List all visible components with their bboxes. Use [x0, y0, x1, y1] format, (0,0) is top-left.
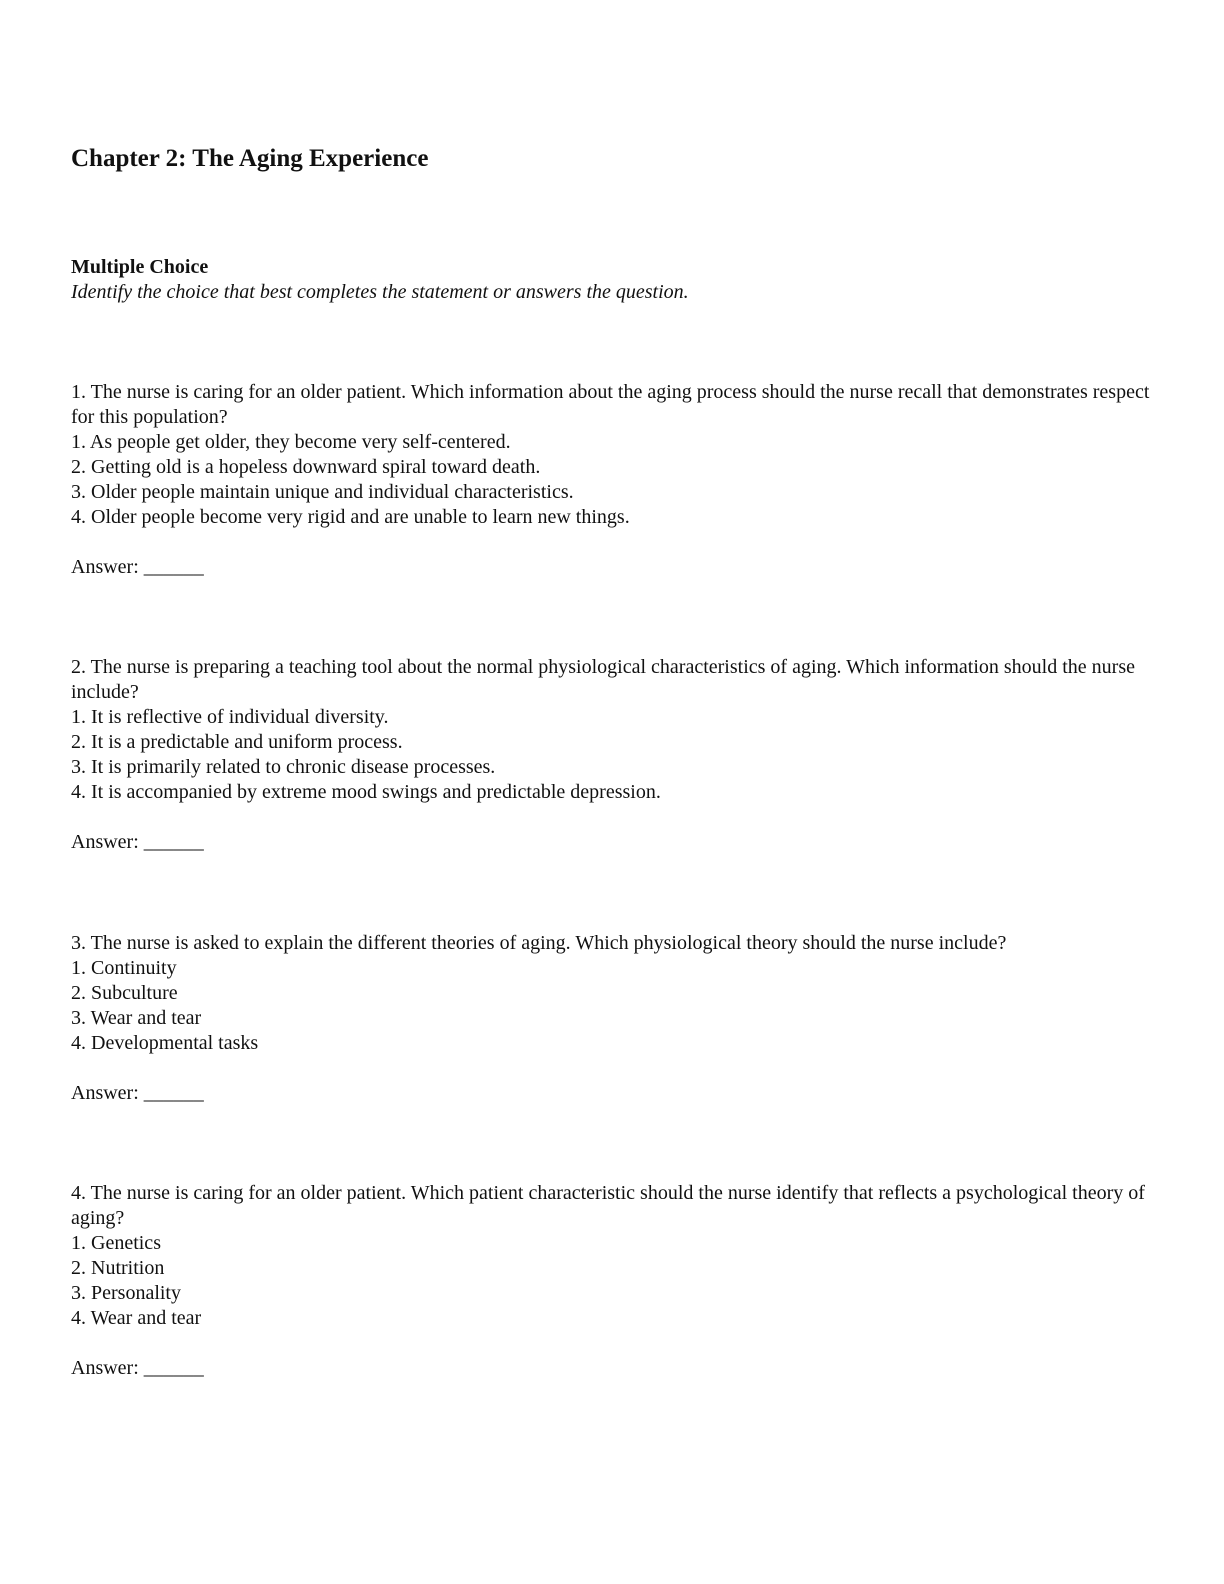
option-3: 3. It is primarily related to chronic disease processes. [71, 756, 496, 778]
option-list [71, 705, 1151, 805]
question-3 [71, 931, 1151, 1106]
option-2: 2. Subculture [71, 982, 178, 1004]
question-2 [71, 655, 1151, 855]
option-3: 3. Personality [71, 1282, 181, 1304]
option-1: 1. Genetics [71, 1232, 161, 1254]
option-1: 1. Continuity [71, 957, 177, 979]
question-stem: 3. The nurse is asked to explain the different theories of aging. Which physiological theory should the nurse include? [71, 932, 1007, 954]
answer-line: Answer: ______ [71, 831, 204, 853]
option-list [71, 430, 1151, 530]
option-list [71, 956, 1151, 1056]
option-1: 1. As people get older, they become very self-centered. [71, 431, 511, 453]
option-4: 4. It is accompanied by extreme mood swings and predictable depression. [71, 781, 661, 803]
chapter-title: Chapter 2: The Aging Experience [71, 145, 429, 172]
option-4: 4. Developmental tasks [71, 1032, 259, 1054]
option-4: 4. Wear and tear [71, 1307, 202, 1329]
question-stem: 1. The nurse is caring for an older patient. Which information about the aging process should the nurse recall that demonstrates respect for this population? [71, 381, 1150, 428]
answer-line: Answer: ______ [71, 1357, 204, 1379]
option-3: 3. Older people maintain unique and individual characteristics. [71, 481, 574, 503]
section-heading: Multiple Choice [71, 256, 209, 278]
question-1 [71, 380, 1151, 580]
option-2: 2. Getting old is a hopeless downward spiral toward death. [71, 456, 541, 478]
option-2: 2. It is a predictable and uniform process. [71, 731, 403, 753]
option-list [71, 1231, 1151, 1331]
option-3: 3. Wear and tear [71, 1007, 202, 1029]
option-4: 4. Older people become very rigid and are unable to learn new things. [71, 506, 630, 528]
option-2: 2. Nutrition [71, 1257, 165, 1279]
instructions: Identify the choice that best completes the statement or answers the question. [71, 281, 689, 303]
question-stem: 4. The nurse is caring for an older patient. Which patient characteristic should the nurse identify that reflects a psychological theory of aging? [71, 1182, 1145, 1229]
option-1: 1. It is reflective of individual diversity. [71, 706, 389, 728]
answer-line: Answer: ______ [71, 556, 204, 578]
question-stem: 2. The nurse is preparing a teaching tool about the normal physiological characteristics of aging. Which information should the nurse include? [71, 656, 1135, 703]
question-4 [71, 1181, 1151, 1381]
answer-line: Answer: ______ [71, 1082, 204, 1104]
